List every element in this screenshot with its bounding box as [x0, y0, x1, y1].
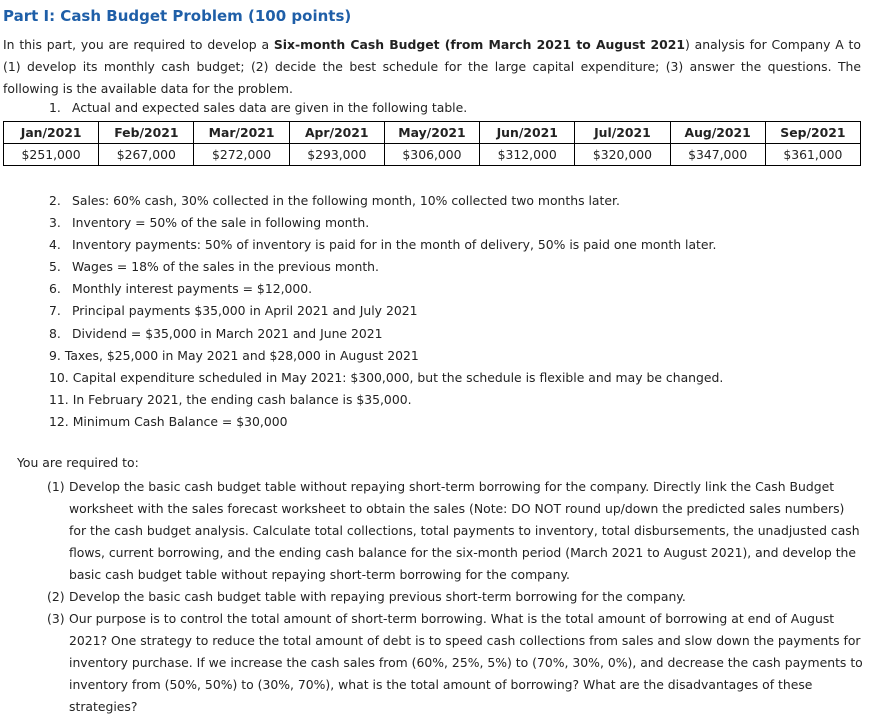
sales-header-cell: Jun/2021: [480, 122, 575, 144]
requirements-list: [47, 476, 863, 718]
list-item-text: Monthly interest payments = $12,000.: [72, 281, 313, 297]
requirements-heading: You are required to:: [17, 455, 139, 470]
list-item: [49, 190, 723, 212]
list-item: [49, 278, 723, 300]
requirement-number: (1): [47, 479, 65, 494]
list-item-number: 6.: [49, 281, 61, 297]
list-item: [49, 323, 723, 345]
list-item-number: 5.: [49, 259, 61, 275]
list-item: [49, 389, 723, 411]
list-item-number: 8.: [49, 325, 61, 341]
requirement-item: [47, 476, 863, 586]
list-item-number: 9.: [49, 347, 61, 363]
list-item: [49, 212, 723, 234]
intro-text-after: ) analysis for Company A to (1) develop its monthly cash budget; (2) decide the best schedule for the large capital expenditure; (3) answer the questions. The following is the available data for the problem.: [3, 37, 861, 96]
list-item-number: 3.: [49, 215, 61, 231]
requirement-item: [47, 608, 863, 718]
sales-header-cell: Feb/2021: [99, 122, 194, 144]
sales-header-cell: Jul/2021: [575, 122, 670, 144]
page-title: Part I: Cash Budget Problem (100 points): [3, 7, 352, 25]
list-item-number: 7.: [49, 303, 61, 319]
list-item-number: 2.: [49, 193, 61, 208]
list-item: [49, 345, 723, 367]
list-item-1: [49, 100, 467, 115]
requirement-number: (2): [47, 589, 65, 604]
sales-value-cell: $251,000: [4, 144, 99, 166]
list-item-text: Inventory = 50% of the sale in following month.: [72, 215, 370, 231]
requirement-number: (3): [47, 611, 65, 626]
requirement-text: Develop the basic cash budget table without repaying short-term borrowing for the company. Directly link the Cash Budget worksheet with the sales forecast worksheet to obtain the sales (Note: DO NOT round up/down the predicted sales numbers) for the cash budget analysis. Calculate total collections, total payments to inventory, total disbursements, the unadjusted cash flows, current borrowing, and the ending cash balance for the six-month period (March 2021 to August 2021), and develop the basic cash budget table without repaying short-term borrowing for the company.: [69, 479, 860, 582]
list-item-text: In February 2021, the ending cash balance is $35,000.: [72, 391, 412, 407]
intro-text-before: In this part, you are required to develop a: [3, 37, 274, 52]
list-item-text: Wages = 18% of the sales in the previous month.: [72, 259, 379, 275]
list-item-text: Taxes, $25,000 in May 2021 and $28,000 in August 2021: [64, 347, 419, 363]
list-item-number: 12.: [49, 413, 69, 429]
list-item: [49, 300, 723, 322]
sales-header-cell: May/2021: [384, 122, 479, 144]
intro-paragraph: [3, 34, 861, 100]
sales-table: [3, 121, 861, 166]
sales-header-cell: Sep/2021: [765, 122, 860, 144]
list-item-number: 11.: [49, 391, 69, 407]
list-item-text: Minimum Cash Balance = $30,000: [72, 413, 288, 429]
sales-value-cell: $272,000: [194, 144, 289, 166]
list-item: [49, 234, 723, 256]
requirement-item: [47, 586, 863, 608]
sales-header-cell: Mar/2021: [194, 122, 289, 144]
sales-value-cell: $267,000: [99, 144, 194, 166]
sales-table-header-row: [4, 122, 861, 144]
list-item-number: 1.: [49, 100, 61, 115]
list-item: [49, 367, 723, 389]
requirement-text: Our purpose is to control the total amount of short-term borrowing. What is the total amount of borrowing at end of August 2021? One strategy to reduce the total amount of debt is to speed cash collections from sales and slow down the payments for inventory purchase. If we increase the cash sales from (60%, 25%, 5%) to (70%, 30%, 0%), and decrease the cash payments to inventory from (50%, 50%) to (30%, 70%), what is the total amount of borrowing? What are the disadvantages of these strategies?: [69, 611, 863, 714]
list-item-text: Inventory payments: 50% of inventory is paid for in the month of delivery, 50% is paid one month later.: [72, 237, 717, 253]
list-item: [49, 256, 723, 278]
sales-header-cell: Jan/2021: [4, 122, 99, 144]
sales-value-cell: $306,000: [384, 144, 479, 166]
list-item-text: Capital expenditure scheduled in May 2021: $300,000, but the schedule is flexible and may be changed.: [72, 369, 724, 385]
sales-header-cell: Aug/2021: [670, 122, 765, 144]
list-item-text: Principal payments $35,000 in April 2021 and July 2021: [72, 303, 418, 319]
requirement-text: Develop the basic cash budget table with repaying previous short-term borrowing for the company.: [69, 589, 686, 604]
sales-table-value-row: [4, 144, 861, 166]
list-item-number: 4.: [49, 237, 61, 253]
sales-value-cell: $293,000: [289, 144, 384, 166]
sales-value-cell: $312,000: [480, 144, 575, 166]
sales-value-cell: $361,000: [765, 144, 860, 166]
data-list: [49, 190, 723, 433]
list-item-text: Sales: 60% cash, 30% collected in the following month, 10% collected two months later.: [72, 193, 620, 208]
list-item-text: Actual and expected sales data are given in the following table.: [72, 100, 468, 115]
intro-text-bold: Six-month Cash Budget (from March 2021 to August 2021: [273, 37, 686, 52]
sales-value-cell: $320,000: [575, 144, 670, 166]
sales-value-cell: $347,000: [670, 144, 765, 166]
list-item-text: Dividend = $35,000 in March 2021 and June 2021: [72, 325, 383, 341]
sales-header-cell: Apr/2021: [289, 122, 384, 144]
list-item-number: 10.: [49, 369, 69, 385]
list-item: [49, 411, 723, 433]
